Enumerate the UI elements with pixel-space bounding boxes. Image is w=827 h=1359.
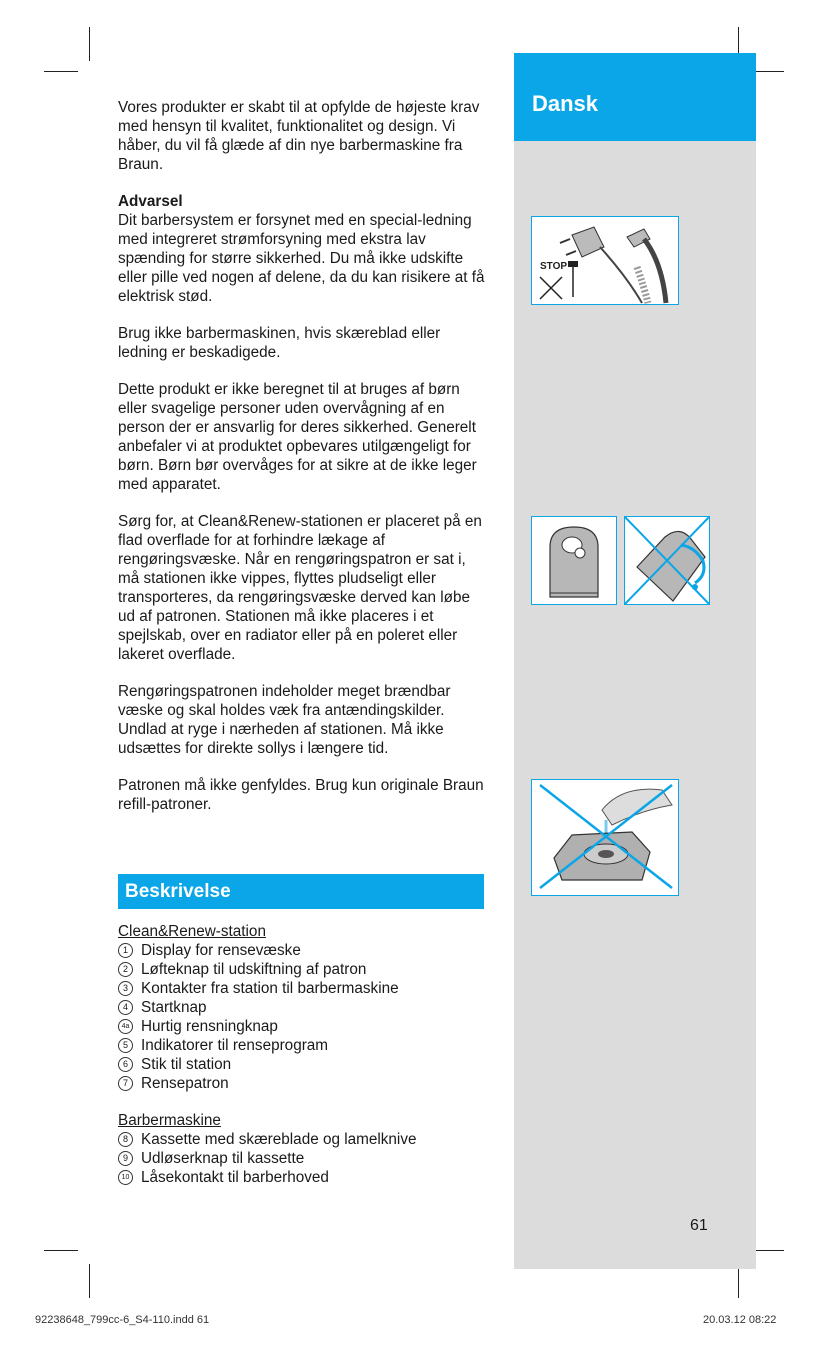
list-item: 6 Stik til station: [118, 1055, 498, 1074]
list-item: 3 Kontakter fra station til barbermaskine: [118, 979, 498, 998]
main-text: [118, 98, 488, 832]
intro-paragraph: Vores produkter er skabt til at opfylde de højeste krav med hensyn til kvalitet, funktionalitet og design. Vi håber, du vil få glæde af din nye barbermaskine fra Braun.: [118, 99, 480, 173]
warning-paragraph: Brug ikke barbermaskinen, hvis skæreblad eller ledning er beskadigede.: [118, 325, 441, 361]
crop-mark: [44, 1250, 78, 1251]
language-header: [514, 53, 756, 141]
warning-heading: Advarsel: [118, 193, 183, 210]
description-title: Beskrivelse: [125, 881, 231, 902]
page-number: 61: [690, 1217, 708, 1234]
description-header: [118, 874, 484, 909]
list-item: 5 Indikatorer til renseprogram: [118, 1036, 498, 1055]
list-item: 8 Kassette med skæreblade og lamelknive: [118, 1130, 498, 1149]
list-item: 4a Hurtig rensningknap: [118, 1017, 498, 1036]
crop-mark: [89, 27, 90, 61]
list-item: 2 Løfteknap til udskiftning af patron: [118, 960, 498, 979]
list-item: 10 Låsekontakt til barberhoved: [118, 1168, 498, 1187]
station-upright-illustration: [531, 516, 617, 605]
crop-mark: [89, 1264, 90, 1298]
shaver-title: Barbermaskine: [118, 1112, 221, 1129]
parts-list: [118, 922, 498, 1187]
power-cord-illustration: [531, 216, 679, 305]
list-item: 4 Startknap: [118, 998, 498, 1017]
refill-prohibited-illustration: [531, 779, 679, 896]
warning-paragraph: Rengøringspatronen indeholder meget brændbar væske og skal holdes væk fra antændingskilder. Undlad at ryge i nærheden af stationen. Må ikke udsættes for direkte sollys i længere tid.: [118, 683, 451, 757]
station-tilted-illustration: [624, 516, 710, 605]
footer-timestamp: 20.03.12 08:22: [703, 1314, 777, 1326]
warning-paragraph: Advarsel Dit barbersystem er forsynet med en special-ledning med integreret strømforsyning med ekstra lav spænding for større sikkerhed. Du må ikke udskifte eller pille ved nogen af delene, da du kan risikere at få elektrisk stød.: [118, 192, 488, 306]
warning-paragraph: Patronen må ikke genfyldes. Brug kun originale Braun refill-patroner.: [118, 777, 484, 813]
crop-mark: [738, 1264, 739, 1298]
warning-paragraph: Dette produkt er ikke beregnet til at bruges af børn eller svagelige personer uden overvågning af en person der er ansvarlig for deres sikkerhed. Generelt anbefaler vi at produktet opbevares utilgængeligt for børn. Børn bør overvåges for at sikre at de ikke leger med apparatet.: [118, 381, 477, 493]
list-item: 9 Udløserknap til kassette: [118, 1149, 498, 1168]
station-title: Clean&Renew-station: [118, 923, 266, 940]
list-item: 1 Display for rensevæske: [118, 941, 498, 960]
footer-file: 92238648_799cc-6_S4-110.indd 61: [35, 1314, 210, 1326]
warning-paragraph: Sørg for, at Clean&Renew-stationen er placeret på en flad overflade for at forhindre lækage af rengøringsvæske. Når en rengøringspatron er sat i, må stationen ikke vippes, flyttes pludseligt eller transporteres, da rengøringsvæske derved kan løbe ud af patronen. Stationen må ikke placeres i et spejlskab, over en radiator eller på en poleret eller lakeret overflade.: [118, 513, 482, 663]
list-item: 7 Rensepatron: [118, 1074, 498, 1093]
language-title: Dansk: [532, 91, 599, 116]
crop-mark: [44, 71, 78, 72]
stop-label: STOP: [540, 261, 568, 272]
